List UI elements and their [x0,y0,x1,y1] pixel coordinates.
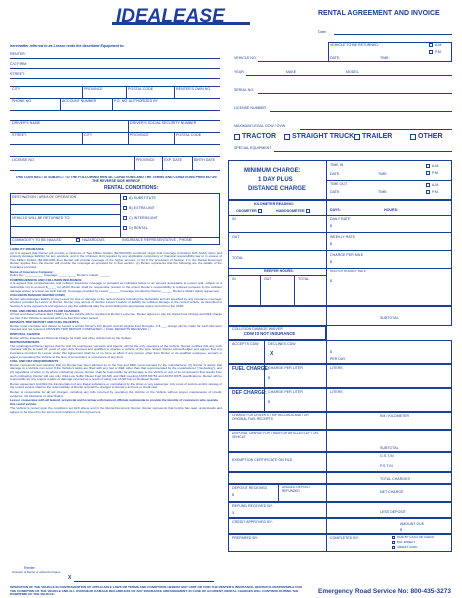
street-field[interactable] [10,78,220,79]
cdw-dollar: $ [330,350,332,354]
reefer-hours-label: REEFER HOURS: [264,269,294,273]
time-out-date-label: DATE: [330,190,341,194]
terms-paragraph [10,321,222,332]
refund-received-label: REFUND RECEIVED BY: [232,504,273,508]
time-out-time-label: TIME: [378,190,388,194]
svg-text:IDEALEASE: IDEALEASE [116,6,225,27]
km-out-label: OUT [232,235,240,239]
terms-paragraph [10,333,222,340]
renter-field[interactable] [10,58,220,59]
less-deposit-label: LESS DEPOSIT [380,510,406,514]
rental-checkbox[interactable] [123,226,127,230]
terms-paragraph [10,360,222,382]
daily-rate-dollar: $ [330,224,332,228]
weekly-rate-label: WEEKLY RATE [330,235,355,239]
disposal-charge-label: DISPOSAL CHARGE FOR TRASH OR ARTICLES LEFT ON VEHICLE [232,432,318,439]
tractor-checkbox[interactable] [234,134,240,140]
footer-notice: OPERATION OF THE VEHICLE IN CONTRAVENTION OF APPLICABLE LAWS OR TERMS AND CONDITIONS HEREOF MAY LIMIT OR VOID THE RENTER'S INSURANCE. RENTER IS RESPONSIBLE FOR THE CONDITION OF THE VEHICLE AND ALL OVERHEAD DAMAGE REGARDLESS OF ANY INSURANCE ARRANGEMENT. IN CASE OF ACCIDENT, RENTAL CHARGES WILL CONTINUE DURING THE DOWNTIME OF THE VEHICLE. [10,586,302,597]
model-label: MODEL [346,70,359,74]
time-out-am-label: A.M. [432,183,440,187]
phone-no-label: PHONE NO. [12,99,33,103]
trip-records-charge-label: CHARGE FOR DRIVER'S TRIP RECORDS AND / OR ORIGINAL FUEL RECEIPTS [232,414,309,421]
minimum-charge-label: MINIMUM CHARGE: [244,168,301,174]
terms-paragraph [10,341,222,359]
vehicle-returned-to-label: VEHICLE WILL BE RETURNED TO: [12,216,71,220]
refund-x: X [232,511,235,515]
paid-cash-label: PAID BY CASH OR CHECK [397,535,435,539]
year-label: YEAR [234,70,244,74]
trailer-label: TRAILER [362,133,393,140]
licence-number-field[interactable] [270,111,452,112]
max-gvw-label: MAXIMUM LEGAL GCW / GVW [234,124,286,128]
accepts-cdw-label: ACCEPTS CDW [232,342,259,346]
paid-cash-checkbox[interactable] [392,536,395,539]
days-label: DAYS: [330,208,341,212]
completed-by-label: COMPLETED BY: [330,536,359,540]
birth-date-label: BIRTH DATE [194,158,216,162]
bill-direct-checkbox[interactable] [392,541,395,544]
terms-body: Renter represents and warrants that (1) Renter has been advised as to the fuel and DEF recommended by the manufacturer, (2) Renter is aware that damage to a Vehicle can occur if the Vehicle's tanks are filled with any fuel or DEF other than that recommended by the manufacturer ("misfueling"), and (3) regardless of when or by whom misfueling occurs, Renter shall be responsible for all damage to the Vehicle or any of its components that results from such misfueling. Renter will use only Ultra Low Sulfur Diesel Fuel (ULSD) and DEF meeting ASTM D6751 and ASTM D975 specifications. Renter will be responsible for any engine repairs or damage incurred as a result of using non-ULSD fuel or biodiesel blends. [10,362,222,382]
time-out-pm-label: P.M. [432,190,439,194]
reefer-hourly-rate-label: REEFER HOURLY RATE [330,270,366,273]
amount-due-dollar: $ [400,528,402,532]
serial-no-field[interactable] [258,93,452,94]
terms-body: Renter acknowledges liability to pay Lessor for loss or damage to the rented Vehicle including the deductible amount specified by any insurance coverage, whether provided by Lessor or Renter. Renter may accept or decline Lessor's waiver of liability for collision damage to the rented vehicle, as described in Section 6 of the Agreement and agrees to pay the additional daily fee and initialing the appropriate space set forth for the CDW. [10,296,222,308]
deposit-received-label: DEPOSIT RECEIVED [232,486,268,490]
make-label: MAKE [286,70,297,74]
signature-x: X [68,575,72,581]
other-checkbox[interactable] [410,134,416,140]
insurance-rep-label: INSURANCE REPRESENTATIVE - PHONE [122,238,192,242]
hubodometer-checkbox[interactable] [306,209,310,213]
time-in-pm-label: P.M. [432,171,439,175]
charge-per-km-label: CHARGE PER MILE [330,253,364,257]
city-label-2: CITY [84,133,93,137]
terms-paragraph [10,294,222,308]
km-mileage-label: KM / KILOMETER [380,414,410,418]
signature-operator-label: Operator of Renter or authorized Agent [12,571,61,574]
cdw-not-insurance: CDW IS NOT INSURANCE [244,331,296,336]
account-number-label: ACCOUNT NUMBER [62,99,97,103]
daily-rate-label: DAILY RATE [330,217,351,221]
def-charge-label: DEF CHARGE: [232,390,267,396]
terms-body: The undersigned Renter agrees that he and his employees, servants and agents, will be the only operators of the Vehicle. Renter certifies that any such operator will be at least 21 years of age, duly licensed and qualified to operate a vehicle of the type rented. Renter acknowledges and agrees that any insurance provided by Lessor under this Agreement shall be of no force or effect if any person other than Renter or its qualified employee, servant or agent, is operating the Vehicle at the time of an accident or occurrence of any kind. [10,343,222,359]
max-gvw-field[interactable] [300,129,452,130]
time-out-pm-checkbox[interactable] [426,190,430,194]
def-charge-per-liter-label: CHARGE PER LITER [268,390,303,394]
city-label: CITY [12,87,21,91]
return-date-label: DATE: [330,56,341,60]
terms-heading: COMPREHENSIVE AND COLLISION INSURANCE [10,277,82,282]
intro-text: hereinafter referred to as Lessor rents the described Equipment to: [10,44,125,48]
fuel-charge-per-liter-label: CHARGE PER LITER [268,366,303,370]
time-in-label: TIME IN [330,163,344,167]
tractor-label: TRACTOR [242,133,277,140]
vehicle-no-label: VEHICLE NO. [234,56,257,60]
credit-card-label: CREDIT CARD [397,545,418,549]
reefer-rate-dollar: $ [330,279,332,283]
odometer-label: ODOMETER [236,209,257,213]
drivers-name-label: DRIVER'S NAME [12,121,41,125]
terms-body: All fuel and diesel exhaust fluid ("DEF") for the vehicle will be supplied at Renter's expense. Renter agrees to pay the stated Fuel Charge and DEF charge per liter if the Vehicle is returned with less fuel than when rented. [10,312,222,320]
reefer-in-label: IN [232,277,236,281]
fuel-charge-label: FUEL CHARGE: [232,366,270,372]
hours-label: HOURS: [384,208,399,212]
terms-heading: LIABILITY INSURANCE [10,248,44,251]
destination-label: DESTINATION / AREA OF OPERATION [12,195,77,199]
terms-heading: FUEL AND DIESEL EXHAUST FLUID CHARGES [10,308,80,313]
extra-unit-checkbox[interactable] [123,206,127,210]
idealease-logo [112,6,250,28]
other-label: OTHER [418,133,443,140]
terms-heading: FUEL AND DEF REQUIREMENTS [10,359,59,364]
renters-own-no-label: RENTER'S OWN NO. [176,87,212,91]
hazardous-label: HAZARDOUS [82,238,105,242]
total-charges-label: TOTAL CHARGES [380,477,410,481]
km-reading-label: KILOMETER READING: [254,202,294,206]
po-no-label: P.O. NO. AUTHORIZED BY [114,99,159,103]
km-in-label: IN [232,217,236,221]
am-checkbox[interactable] [429,43,433,47]
odometer-checkbox[interactable] [258,209,262,213]
interim-unit-label: C) INTERIM UNIT [129,216,158,220]
time-in-date-label: DATE: [330,172,341,176]
reefer-out-label: OUT [264,277,272,281]
terms-heading: COLLISION DAMAGE WAIVER (CDW) [10,293,65,298]
time-in-am-label: A.M. [432,164,440,168]
terms-paragraph [10,391,222,398]
bill-direct-label: BILL DIRECT [397,540,416,544]
pm-checkbox[interactable] [429,50,433,54]
terms-body: The Vehicle is rented upon the conditions set forth above and in the Rental Document. Renter, Renter represents that he/she has read, understands and agrees to be bound by the terms and conditions of this Agreement. [10,406,222,414]
time-in-pm-checkbox[interactable] [426,171,430,175]
terms-section [10,248,222,560]
commodity-label: COMMODITY TO BE HAULED [12,238,62,242]
pst-label: P.S.T./N [380,464,393,468]
weekly-rate-dollar: $ [330,242,332,246]
am-label: A.M. [435,43,443,47]
declines-cdw-x: X [270,351,274,357]
licence-number-label: LICENSE NUMBER [234,106,266,110]
interim-unit-checkbox[interactable] [123,216,127,220]
time-out-am-checkbox[interactable] [426,183,430,187]
signature-renter-label: Renter [24,566,35,570]
charge-per-km-dollar: $ [330,260,332,264]
province-label: PROVINCE [84,87,103,91]
cdw-per-day-label: PER DAY [330,357,346,361]
co-firm-label: C/O FIRM: [10,62,28,66]
renter-label: RENTER: [10,52,26,56]
province-label-2: PROVINCE [130,133,149,137]
straight-truck-checkbox[interactable] [284,134,290,140]
time-out-label: TIME OUT [330,182,348,186]
def-liters-label: LITERS [330,390,343,394]
special-equipment-label: SPECIAL EQUIPMENT [234,146,272,150]
terms-paragraph [10,407,222,414]
deposit-dollar: $ [232,493,234,497]
terms-paragraph [10,279,222,293]
fuel-liters-label: LITERS [330,366,343,370]
date-label: Date: [318,30,327,34]
province-label-3: PROVINCE [136,158,155,162]
terms-body: Renter is responsible for all toll charges, including any tolls incurred by operating the Vehicle or the Vehicle without proper maintenance of (credit, evidence, toll lubricants or other fluids). [10,389,222,398]
exp-date-label: EXP. DATE [164,158,183,162]
terms-heading: RENTERS/DRIVERS [10,340,40,345]
subtotal-label-2: SUBTOTAL [380,446,399,450]
terms-paragraph [10,271,222,278]
hazardous-checkbox[interactable] [76,238,80,242]
terms-body: It is agreed that comprehensive and collision insurance coverage is provided as indicated below in an amount acceptable to Lessor and, subject to a deductible not to exceed $_____ for which Renter shall be responsible (except to the extent Renter's responsibility is reduced pursuant to the collision damage waiver provision set forth below). Coverage provided by Lessor ______ Coverage provided by Renter ______ Renter's initials signify agreement [10,281,222,293]
time-in-am-checkbox[interactable] [426,164,430,168]
unused-deposit-label: UNUSED DEPOSIT REFUNDED [282,486,311,493]
terms-body: Policy No.: __________ Coverage: __________ Renter's Initials: ______ [10,273,111,278]
street-label-2: STREET: [12,133,27,137]
conditions-heading: THIS CONTRACT IS SUBJECT TO THE FOLLOWING RENTAL CONDITIONS AND THE TERMS AND CONDITIONS PRINTED ON THE REVERSE SIDE HEREOF [15,176,217,183]
reefer-total-label: TOTAL [298,277,310,281]
special-equipment-field[interactable] [274,151,452,152]
distance-charge-label: DISTANCE CHARGE [248,186,306,192]
credit-card-checkbox[interactable] [392,546,395,549]
cdw-header: COLLISION DAMAGE WAIVER [232,327,283,331]
terms-body: Renter agreement prohibits the transportation of any illegal substance or contraband by the driver or any passenger. Any costs of seizure and/or storage of the rented vehicle shall be the responsibility of Renter and will be charged to Renter's account or credit card. [10,381,222,390]
emergency-road-service: Emergency Road Service No: 800-435-3273 [318,588,451,595]
hubodometer-label: HUBODOMETER [276,209,305,213]
vehicle-no-field[interactable] [258,61,328,62]
terms-heading: Name of Insurance Company: [10,269,54,274]
terms-heading: Lessor cooperates with all federal, provincial and local law enforcement officials nationwide to provide the identity of customers who operate this rental vehicle. [10,398,218,406]
substitute-checkbox[interactable] [123,196,127,200]
licence-no-label: LICENSE NO. [12,158,35,162]
gst-label: G.S.T./N [380,454,394,458]
signature-line[interactable] [74,581,214,582]
subtotal-label: SUBTOTAL [380,316,399,320]
pm-label: P.M. [435,50,442,54]
declines-cdw-label: DECLINES CDW [268,342,296,346]
terms-body: Renter must complete and deliver to Lessor a written Driver's Trip Report and all original Fuel Receipts. A $ ___ charge will be made for each kilometer traveled and not reported. DRIVERS TRIP REPORT COMPLETED ☐ FUEL RECEIPTS RECEIVED ☐ [10,323,222,332]
postal-code-label: POSTAL CODE [128,87,154,91]
postal-code-label-2: POSTAL CODE [176,133,202,137]
drivers-sin-label: DRIVER'S SOCIAL SECURITY NUMBER [130,121,197,125]
prepared-by-label: PREPARED BY: [232,536,259,540]
street-label: STREET: [10,72,25,76]
rental-conditions-title: RENTAL CONDITIONS: [104,185,159,191]
terms-heading: DISPOSAL CHARGE [10,332,41,337]
extra-unit-label: B) EXTRA UNIT [129,206,155,210]
amount-due-label: AMOUNT DUE [400,522,425,526]
form-title: RENTAL AGREEMENT AND INVOICE [318,10,440,17]
vehicle-returned-label: VEHICLE TO BE RETURNED: [330,43,379,47]
co-firm-field[interactable] [10,68,220,69]
terms-body: Renter will be assessed a Disposal Charge for trash and other articles left on the Vehicle. [10,335,132,340]
one-day-plus-label: 1 DAY PLUS [258,177,293,183]
time-in-time-label: TIME: [378,172,388,176]
fuel-dollar: $ [268,376,270,380]
def-dollar: $ [268,400,270,404]
terms-paragraph [10,399,222,406]
terms-heading: DRIVER'S TRIP REPORT AND FUEL RECEIPTS [10,320,79,325]
terms-paragraph [10,383,222,390]
terms-paragraph [10,310,222,321]
return-time-label: TIME: [380,56,390,60]
exemption-label: EXEMPTION CERTIFICATE ON FILE [232,458,293,462]
net-charge-label: NET CHARGE [380,490,404,494]
rental-label: D) RENTAL [129,226,148,230]
trailer-checkbox[interactable] [354,134,360,140]
serial-no-label: SERIAL NO. [234,88,255,92]
terms-body: (a) It is agreed that Renter will provide a minimum of Two Million Dollars ($2,000,000) combined single limit coverage (including both bodily injury and property damage liability) for any accident, and in the minimum limit required by any applicable compulsory or financial responsibility law or in excess of Two Million Dollars ($2,000,000) then Renter will provide coverage of the higher amount, or (b) If the provisions of Section 1 in the Rental Document Renter applies then the Renter will provide the coverage as provided for in that section. (c) Renter represents that the following are the details of the insurance provided. [10,250,222,269]
terms-paragraph [10,248,222,270]
straight-truck-label: STRAIGHT TRUCK [292,133,355,140]
km-total-label: TOTAL [232,256,244,260]
substitute-label: A) SUBSTITUTE [129,196,156,200]
credit-approved-label: CREDIT APPROVED BY: [232,520,273,524]
